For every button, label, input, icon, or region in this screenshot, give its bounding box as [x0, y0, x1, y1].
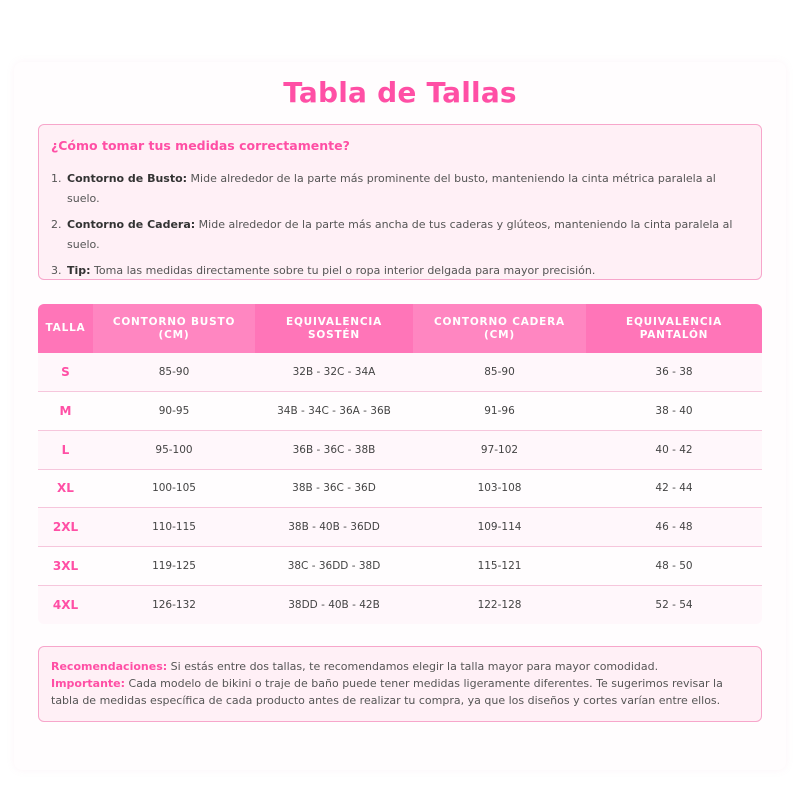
- size-cell: M: [38, 392, 93, 431]
- size-cell: L: [38, 430, 93, 469]
- instruction-text: [67, 215, 751, 255]
- table-row: [38, 353, 762, 392]
- bra-cell: 38DD - 40B - 42B: [255, 585, 413, 624]
- size-cell: 2XL: [38, 508, 93, 547]
- instruction-item-tip: [51, 261, 751, 281]
- instruction-number: 2.: [51, 218, 62, 231]
- size-table-grid: [38, 304, 762, 624]
- hip-cell: 85-90: [413, 353, 586, 392]
- size-cell: S: [38, 353, 93, 392]
- header-hip: CONTORNO CADERA (CM): [413, 304, 586, 353]
- table-row: [38, 430, 762, 469]
- instruction-label: Contorno de Cadera:: [67, 218, 196, 231]
- important-label: Importante:: [51, 677, 126, 690]
- size-cell: 3XL: [38, 546, 93, 585]
- page-title: Tabla de Tallas: [283, 76, 517, 109]
- bust-cell: 95-100: [93, 430, 255, 469]
- bust-cell: 100-105: [93, 469, 255, 508]
- table-row: [38, 392, 762, 431]
- instruction-body: Mide alrededor de la parte más ancha de tus caderas y glúteos, manteniendo la cinta paralela al suelo.: [67, 218, 733, 251]
- size-cell: XL: [38, 469, 93, 508]
- bra-cell: 38C - 36DD - 38D: [255, 546, 413, 585]
- instructions-title: ¿Cómo tomar tus medidas correctamente?: [51, 138, 350, 153]
- bust-cell: 85-90: [93, 353, 255, 392]
- bust-cell: 110-115: [93, 508, 255, 547]
- instruction-item-hip: [51, 215, 751, 255]
- instruction-label: Contorno de Busto:: [67, 172, 188, 185]
- pants-cell: 42 - 44: [586, 469, 762, 508]
- instruction-text: [67, 261, 595, 281]
- size-cell: 4XL: [38, 585, 93, 624]
- recommendations-box: [38, 646, 762, 722]
- bra-cell: 32B - 32C - 34A: [255, 353, 413, 392]
- important-text: Cada modelo de bikini o traje de baño puede tener medidas ligeramente diferentes. Te sugerimos revisar la tabla de medidas específica de cada producto antes de realizar tu compra, ya que los diseños y cortes varían entre ellos.: [51, 677, 723, 707]
- hip-cell: 91-96: [413, 392, 586, 431]
- header-pants-equivalent: EQUIVALENCIA PANTALÓN: [586, 304, 762, 353]
- table-header-row: [38, 304, 762, 353]
- instruction-body: Toma las medidas directamente sobre tu piel o ropa interior delgada para mayor precisión.: [90, 264, 596, 277]
- bra-cell: 34B - 34C - 36A - 36B: [255, 392, 413, 431]
- pants-cell: 36 - 38: [586, 353, 762, 392]
- instruction-label: Tip:: [67, 264, 91, 277]
- important-line: [51, 675, 749, 709]
- header-bra-equivalent: EQUIVALENCIA SOSTÉN: [255, 304, 413, 353]
- bra-cell: 36B - 36C - 38B: [255, 430, 413, 469]
- instructions-list: [51, 169, 751, 287]
- table-row: [38, 585, 762, 624]
- header-size: TALLA: [38, 304, 93, 353]
- recommendation-line: [51, 658, 749, 675]
- hip-cell: 103-108: [413, 469, 586, 508]
- pants-cell: 46 - 48: [586, 508, 762, 547]
- bust-cell: 119-125: [93, 546, 255, 585]
- instruction-body: Mide alrededor de la parte más prominente del busto, manteniendo la cinta métrica paralela al suelo.: [67, 172, 716, 205]
- hip-cell: 109-114: [413, 508, 586, 547]
- instruction-number: 1.: [51, 172, 62, 185]
- instruction-number: 3.: [51, 264, 62, 277]
- bust-cell: 90-95: [93, 392, 255, 431]
- table-row: [38, 546, 762, 585]
- pants-cell: 40 - 42: [586, 430, 762, 469]
- instruction-text: [67, 169, 751, 209]
- hip-cell: 97-102: [413, 430, 586, 469]
- size-table: [38, 304, 762, 624]
- pants-cell: 48 - 50: [586, 546, 762, 585]
- pants-cell: 52 - 54: [586, 585, 762, 624]
- recommendation-label: Recomendaciones:: [51, 660, 168, 673]
- instruction-item-bust: [51, 169, 751, 209]
- header-bust: CONTORNO BUSTO (CM): [93, 304, 255, 353]
- hip-cell: 122-128: [413, 585, 586, 624]
- recommendation-text: Si estás entre dos tallas, te recomendamos elegir la talla mayor para mayor comodidad.: [167, 660, 659, 673]
- table-row: [38, 508, 762, 547]
- bust-cell: 126-132: [93, 585, 255, 624]
- hip-cell: 115-121: [413, 546, 586, 585]
- bra-cell: 38B - 36C - 36D: [255, 469, 413, 508]
- measurement-instructions: [38, 124, 762, 280]
- pants-cell: 38 - 40: [586, 392, 762, 431]
- table-row: [38, 469, 762, 508]
- bra-cell: 38B - 40B - 36DD: [255, 508, 413, 547]
